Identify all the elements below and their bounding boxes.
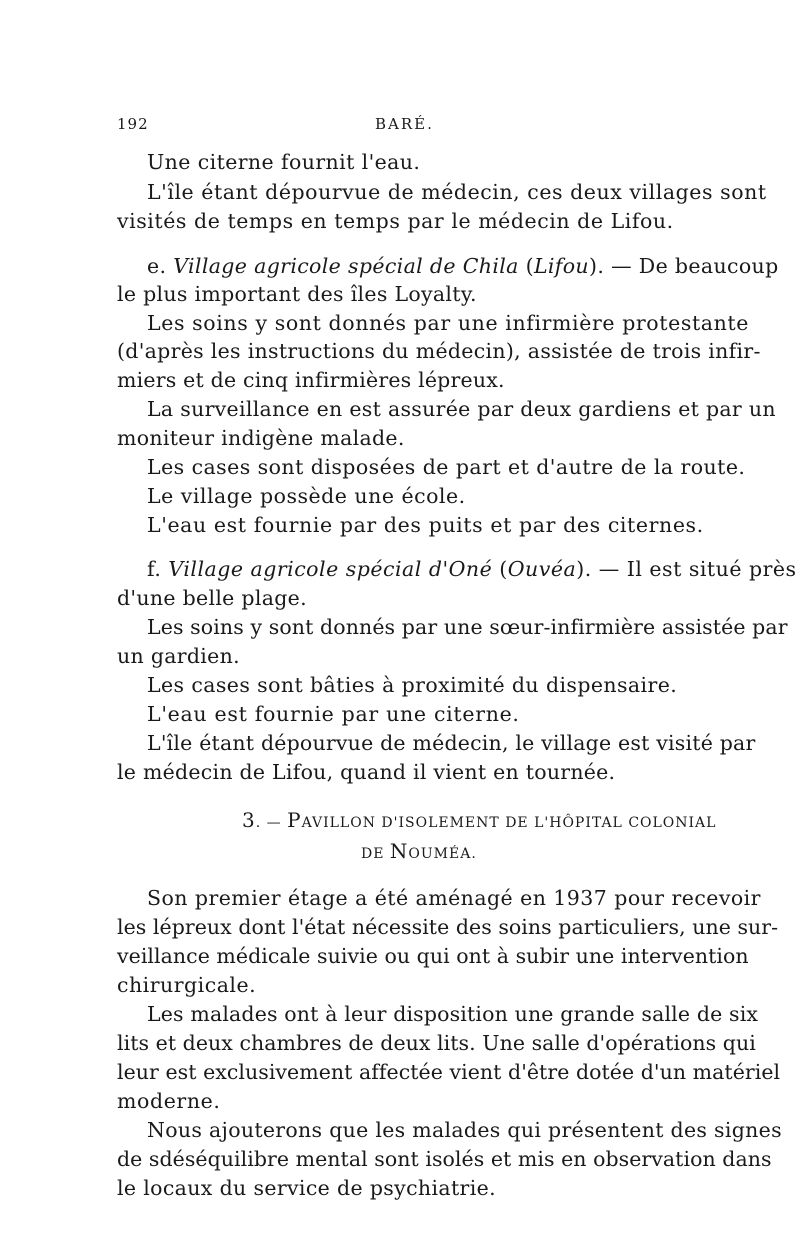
text-line: L'île étant dépourvue de médecin, ces deux villages sont (147, 180, 767, 204)
text-line: lits et deux chambres de deux lits. Une salle d'opérations qui (117, 1031, 756, 1055)
text-line: d'une belle plage. (117, 586, 307, 610)
text-line: Une citerne fournit l'eau. (147, 150, 421, 174)
text-line: veillance médicale suivie ou qui ont à subir une intervention (117, 944, 749, 968)
small-caps-heading: 3. — PAVILLON D'ISOLEMENT DE L'HÔPITAL COLONIAL (242, 808, 717, 832)
text-line: Les malades ont à leur disposition une grande salle de six (147, 1002, 759, 1026)
text-line: visités de temps en temps par le médecin de Lifou. (117, 209, 674, 233)
text-run: e. (147, 254, 174, 278)
text-line: Les cases sont disposées de part et d'autre de la route. (147, 455, 746, 479)
text-run: ( (492, 557, 508, 581)
text-line: moniteur indigène malade. (117, 426, 405, 450)
text-run: f. (147, 557, 169, 581)
small-caps-heading: DE NOUMÉA. (361, 839, 477, 863)
italic-run: Lifou (533, 254, 589, 278)
text-line: le médecin de Lifou, quand il vient en tournée. (117, 760, 616, 784)
text-line: Les cases sont bâties à proximité du dispensaire. (147, 673, 678, 697)
text-line: L'eau est fournie par des puits et par des citernes. (147, 513, 704, 537)
text-line (147, 555, 797, 583)
text-line: Les soins y sont donnés par une infirmière protestante (147, 311, 749, 335)
text-line: leur est exclusivement affectée vient d'être dotée d'un matériel (117, 1060, 781, 1084)
text-line (147, 252, 779, 280)
text-run: ( (518, 254, 534, 278)
text-line: Le village possède une école. (147, 484, 466, 508)
text-line: L'île étant dépourvue de médecin, le village est visité par (147, 731, 756, 755)
text-line: L'eau est fournie par une citerne. (147, 702, 520, 726)
text-line: de sdéséquilibre mental sont isolés et mis en observation dans (117, 1147, 772, 1171)
section-heading-line (242, 806, 716, 837)
text-line: miers et de cinq infirmières lépreux. (117, 368, 505, 392)
text-line: chirurgicale. (117, 973, 257, 997)
page-number: 192 (117, 115, 149, 133)
section-heading-line (361, 837, 477, 868)
text-line: Les soins y sont donnés par une sœur-infirmière assistée par (147, 615, 788, 639)
page-header (117, 115, 677, 141)
text-line: un gardien. (117, 644, 240, 668)
text-line: les lépreux dont l'état nécessite des soins particuliers, une sur- (117, 915, 779, 939)
text-run: ). — Il est situé près (576, 557, 797, 581)
text-line: le locaux du service de psychiatrie. (117, 1176, 496, 1200)
running-title: BARÉ. (375, 115, 434, 133)
text-run: ). — De beaucoup (589, 254, 779, 278)
text-line: La surveillance en est assurée par deux gardiens et par un (147, 397, 776, 421)
text-line: Nous ajouterons que les malades qui présentent des signes (147, 1118, 782, 1142)
text-line: moderne. (117, 1089, 221, 1113)
italic-run: Village agricole spécial d'Oné (168, 557, 493, 581)
text-line: Son premier étage a été aménagé en 1937 pour recevoir (147, 886, 761, 910)
text-line: le plus important des îles Loyalty. (117, 282, 477, 306)
text-line: (d'après les instructions du médecin), assistée de trois infir- (117, 339, 761, 363)
italic-run: Village agricole spécial de Chila (173, 254, 519, 278)
italic-run: Ouvéa (507, 557, 577, 581)
